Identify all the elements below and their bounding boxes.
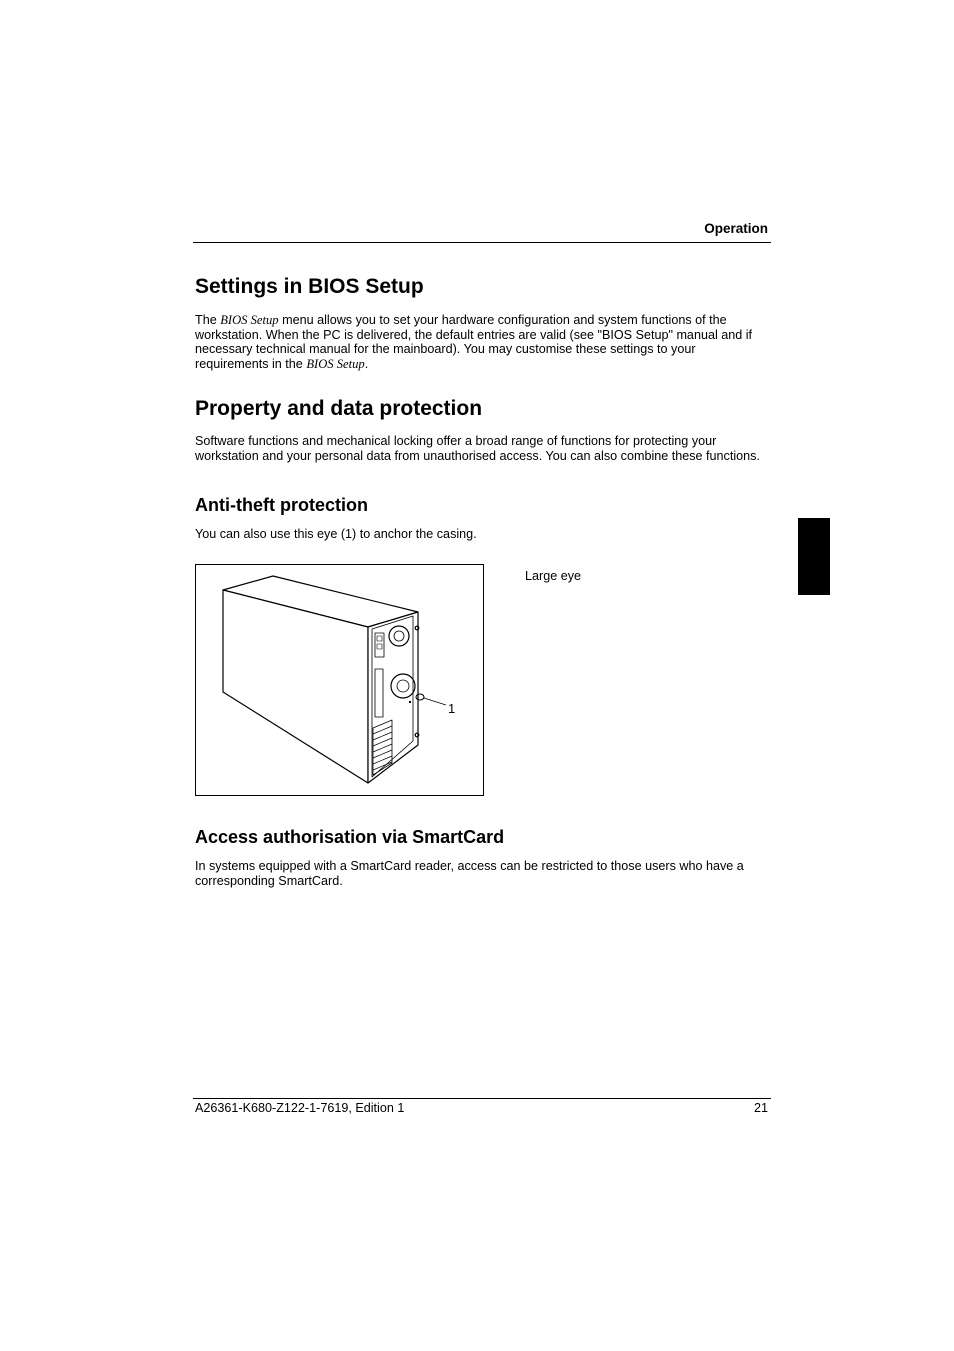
- header-rule: [193, 242, 771, 243]
- tower-rear-panel: [368, 612, 418, 783]
- paragraph-anti-theft: You can also use this eye (1) to anchor the casing.: [195, 527, 477, 541]
- pc-tower-illustration: [196, 565, 483, 795]
- bios-term-1: BIOS Setup: [220, 313, 279, 327]
- bios-text-1: The: [195, 313, 221, 327]
- bios-text-3: .: [364, 356, 369, 371]
- heading-smartcard: Access authorisation via SmartCard: [195, 827, 505, 847]
- footer-page-number: 21: [753, 1101, 768, 1115]
- paragraph-bios-settings: [195, 313, 771, 371]
- figure-caption: Large eye: [525, 569, 582, 583]
- footer-rule: [193, 1098, 771, 1099]
- running-header: Operation: [704, 221, 768, 236]
- footer-document-id: A26361-K680-Z122-1-7619, Edition 1: [195, 1101, 405, 1115]
- figure-callout-1: 1: [448, 701, 456, 716]
- heading-property-protection: Property and data protection: [195, 397, 483, 420]
- small-marker: [409, 701, 411, 703]
- bios-term-2: BIOS Setup: [306, 356, 365, 371]
- thumb-index-tab: [798, 518, 830, 595]
- bios-text-2: menu allows you to set your hardware configuration and system functions of the workstation. When the PC is delivered, the default entries are valid (see "BIOS Setup" manual and if necessary technical manual for the mainboard). You may customise these settings to your requirements in the: [195, 313, 753, 371]
- paragraph-property-protection: Software functions and mechanical locking offer a broad range of functions for protecting your workstation and your personal data from unauthorised access. You can also combine these functions.: [195, 434, 760, 463]
- paragraph-smartcard: In systems equipped with a SmartCard reader, access can be restricted to those users who have a corresponding SmartCard.: [195, 859, 744, 888]
- heading-anti-theft: Anti-theft protection: [195, 495, 368, 515]
- heading-bios-settings: Settings in BIOS Setup: [195, 275, 424, 298]
- figure-pc-tower: [195, 564, 484, 796]
- callout-leader-line: [424, 698, 446, 705]
